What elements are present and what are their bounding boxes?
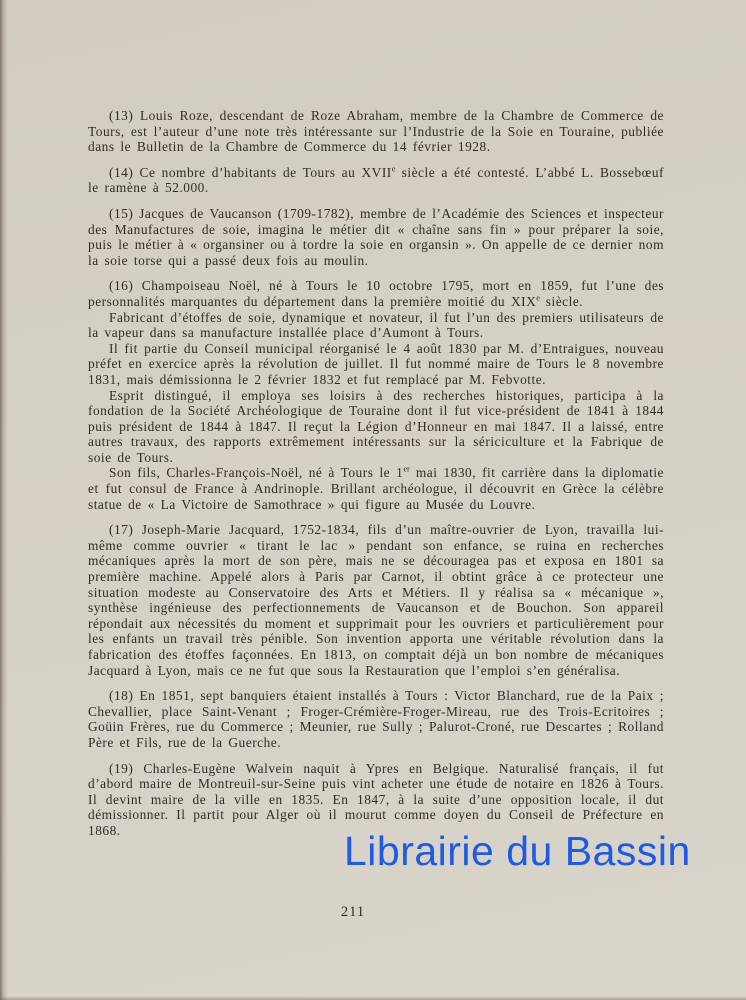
footnote [88,761,664,839]
footnote-paragraph: (14) Ce nombre d’habitants de Tours au XVIIe siècle a été contesté. L’abbé L. Bossebœuf le ramène à 52.000. [88,164,664,196]
footnote [88,206,664,268]
footnote-paragraph: Fabricant d’étoffes de soie, dynamique et novateur, il fut l’un des premiers utilisateurs de la vapeur dans sa manufacture installée place d’Aumont à Tours. [88,309,664,341]
footnote-paragraph: Esprit distingué, il employa ses loisirs à des recherches historiques, participa à la fondation de la Société Archéologique de Touraine dont il fut vice-président de 1841 à 1844 puis président de 1844 à 1847. Il reçut la Légion d’Honneur en mai 1847. Il a laissé, entre autres travaux, des rapports extrêmement intéressants sur la sériciculture et la Fabrique de soie de Tours. [88,387,664,465]
footnote-paragraph: (13) Louis Roze, descendant de Roze Abraham, membre de la Chambre de Commerce de Tours, est l’auteur d’une note très intéressante sur l’Industrie de la Soie en Touraine, publiée dans le Bulletin de la Chambre de Commerce du 14 février 1928. [88,108,664,155]
footnote-paragraph: Il fit partie du Conseil municipal réorganisé le 4 août 1830 par M. d’Entraigues, nouveau préfet en exercice après la révolution de juillet. Il fut nommé maire de Tours le 8 novembre 1831, mais démissionna le 2 février 1832 et fut remplacé par M. Febvotte. [88,340,664,387]
footnote-paragraph: (19) Charles-Eugène Walvein naquit à Ypres en Belgique. Naturalisé français, il fut d’abord maire de Montreuil-sur-Seine puis vint acheter une étude de notaire en 1826 à Tours. Il devint maire de la ville en 1835. En 1847, à la suite d’une opposition locale, il dut démissionner. Il partit pour Alger où il mourut comme doyen du Conseil de Préfecture en 1868. [88,760,664,838]
page-number: 211 [340,904,366,920]
footnote-paragraph: Son fils, Charles-François-Noël, né à Tours le 1er mai 1830, fit carrière dans la diplomatie et fut consul de France à Andrinople. Brillant archéologue, il découvrit en Grèce la célèbre statue de « La Victoire de Samothrace » qui figure au Musée du Louvre. [88,465,664,512]
footnote-paragraph: (15) Jacques de Vaucanson (1709-1782), membre de l’Académie des Sciences et inspecteur des Manufactures de soie, imagina le métier dit « chaîne sans fin » pour préparer la soie, puis le métier à « organsiner ou à tordre la soie en organsin ». On appelle de ce dernier nom la soie torse qui a passé deux fois au moulin. [88,205,664,268]
footnotes-block [88,108,664,839]
footnote-paragraph: (18) En 1851, sept banquiers étaient installés à Tours : Victor Blanchard, rue de la Paix ; Chevallier, place Saint-Venant ; Froger-Crémière-Froger-Mireau, rue des Trois-Ecritoires ; Goüin Frères, rue du Commerce ; Meunier, rue Sully ; Palurot-Croné, rue Descartes ; Rolland Père et Fils, rue de la Guerche. [88,688,664,750]
footnote-paragraph: (16) Champoiseau Noël, né à Tours le 10 octobre 1795, mort en 1859, fut l’une des personnalités marquantes du département dans la première moitié du XIXe siècle. [88,278,664,309]
footnote-paragraph: (17) Joseph-Marie Jacquard, 1752-1834, fils d’un maître-ouvrier de Lyon, travailla lui-même comme ouvrier « tirant le lac » pendant son enfance, se ruina en recherches mécaniques après la mort de son père, mais ne se découragea pas et exposa en 1801 sa première machine. Appelé alors à Paris par Carnot, il obtint grâce à ce protecteur une situation modeste au Conservatoire des Arts et Métiers. Il y réalisa sa « mécanique », synthèse ingénieuse des perfectionnements de Vaucanson et de Bouchon. Son appareil répondait aux nécessités du moment et supprimait pour les ouvriers et particulièrement pour les enfants un travail très pénible. Son invention apporta une véritable révolution dans la fabrication des étoffes façonnées. En 1813, on comptait déjà un bon nombre de mécaniques Jacquard à Lyon, mais ce ne fut que sous la Restauration que l’emploi s’en généralisa. [88,522,664,678]
footnote [88,108,664,155]
footnote [88,688,664,750]
footnote [88,278,664,512]
page-number-row [0,903,706,921]
footnote [88,522,664,678]
watermark: Librairie du Bassin [344,828,691,874]
page-bottom-edge-shadow [0,996,746,1000]
page-left-edge-shadow [0,0,8,1000]
footnote [88,165,664,196]
